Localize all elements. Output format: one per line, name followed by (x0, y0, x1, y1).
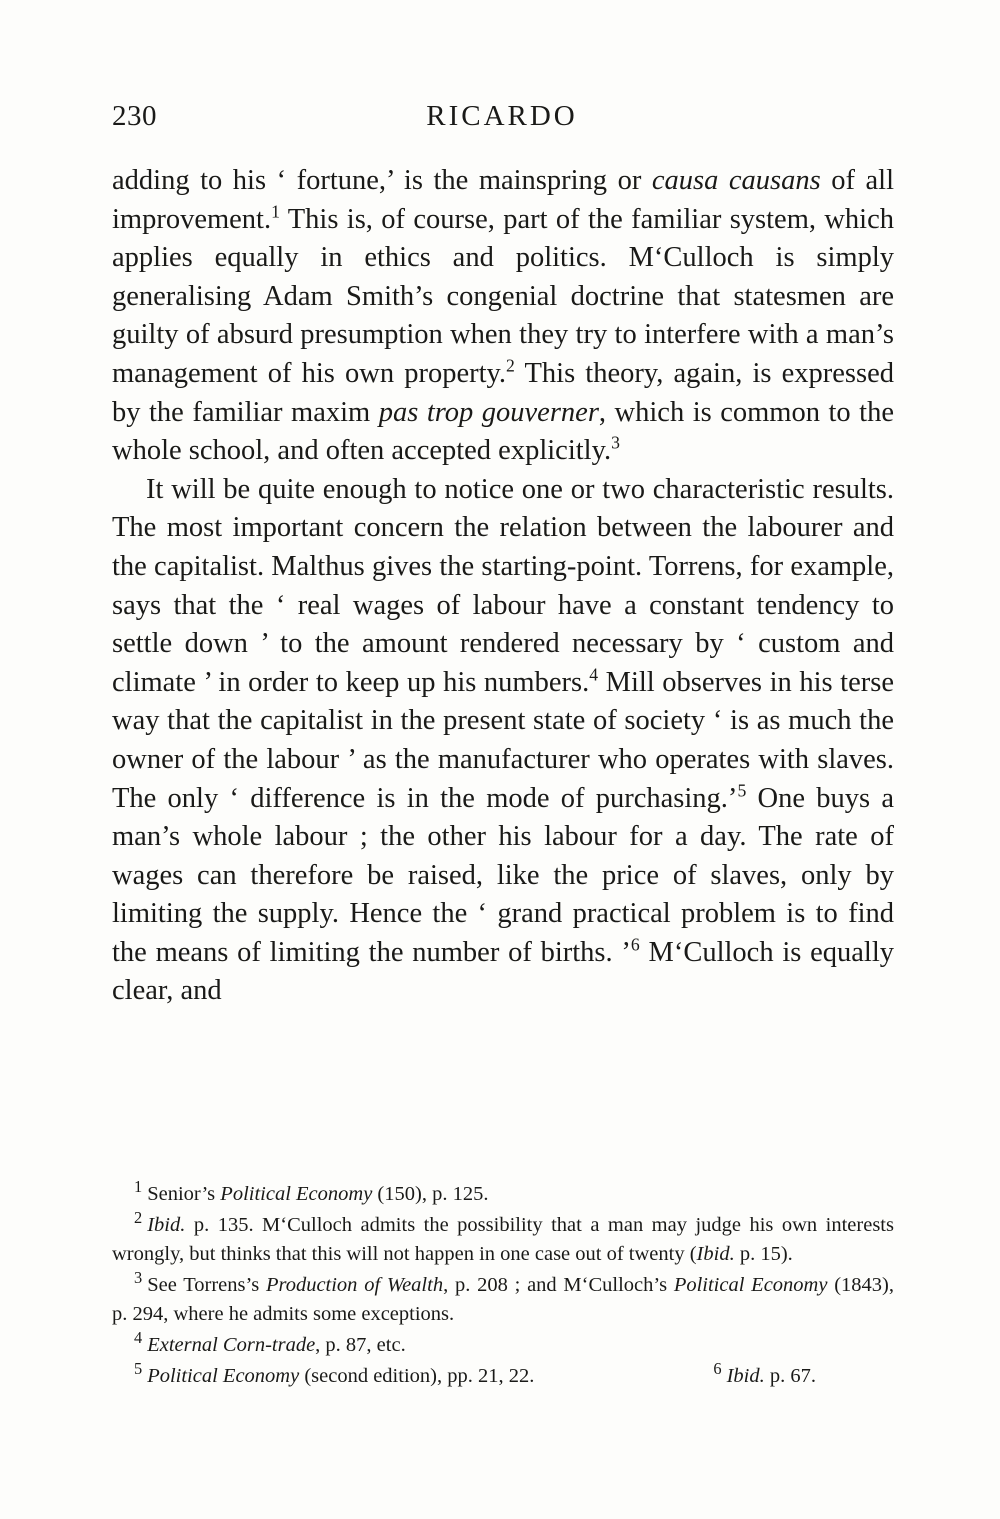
paragraph: It will be quite enough to notice one or two characteristic results. The most important concern the relation between the labourer and the capitalist. Malthus gives the starting-point. Torrens, for example, says that the ‘ real wages of labour have a constant tendency to settle down ’ to the amount rendered necessary by ‘ custom and climate ’ in order to keep up his numbers.$^4$ Mill observes in his terse way that the capitalist in the present state of society ‘ is as much the owner of the labour ’ as the manufacturer who operates with slaves. The only ‘ difference is in the mode of purchasing.’$^5$ One buys a man’s whole labour ; the other his labour for a day. The rate of wages can therefore be raised, like the price of slaves, only by limiting the supply. Hence the ‘ grand practical problem is to find the means of limiting the number of births. ’$^6$ M‘Culloch is equally clear, and (112, 473, 894, 1007)
footnote: $^2$ Ibid. p. 135. M‘Culloch admits the possibility that a man may judge his own interests wrongly, but thinks that this will not happen in one case out of twenty (Ibid. p. 15). (112, 1208, 894, 1265)
paragraph: adding to his ‘ fortune,’ is the mainspring or causa causans of all improvement.$^1$ This is, of course, part of the familiar system, which applies equally in ethics and politics. M‘Culloch is simply generalising Adam Smith’s congenial doctrine that statesmen are guilty of absurd presumption when they try to interfere with a man’s management of his own property.$^2$ This theory, again, is expressed by the familiar maxim pas trop gouverner, which is common to the whole school, and often accepted explicitly.$^3$ (112, 165, 895, 467)
footnote: $^4$ External Corn-trade, p. 87, etc. (134, 1328, 406, 1356)
footnote: $^5$ Political Economy (second edition), pp. 21, 22. (134, 1362, 535, 1387)
footnotes (112, 1177, 895, 1393)
page-header (112, 100, 892, 140)
footnote: $^3$ See Torrens’s Production of Wealth, p. 208 ; and M‘Culloch’s Political Economy (1843), p. 294, where he admits some exceptions. (112, 1268, 895, 1325)
body-text (112, 162, 894, 1011)
page-number: 230 (112, 100, 157, 132)
footnote-row (112, 1362, 894, 1393)
footnote: $^1$ Senior’s Political Economy (150), p. 125. (134, 1177, 489, 1205)
footnote: $^6$ Ibid. p. 67. (713, 1362, 816, 1387)
running-head: RICARDO (426, 100, 578, 132)
